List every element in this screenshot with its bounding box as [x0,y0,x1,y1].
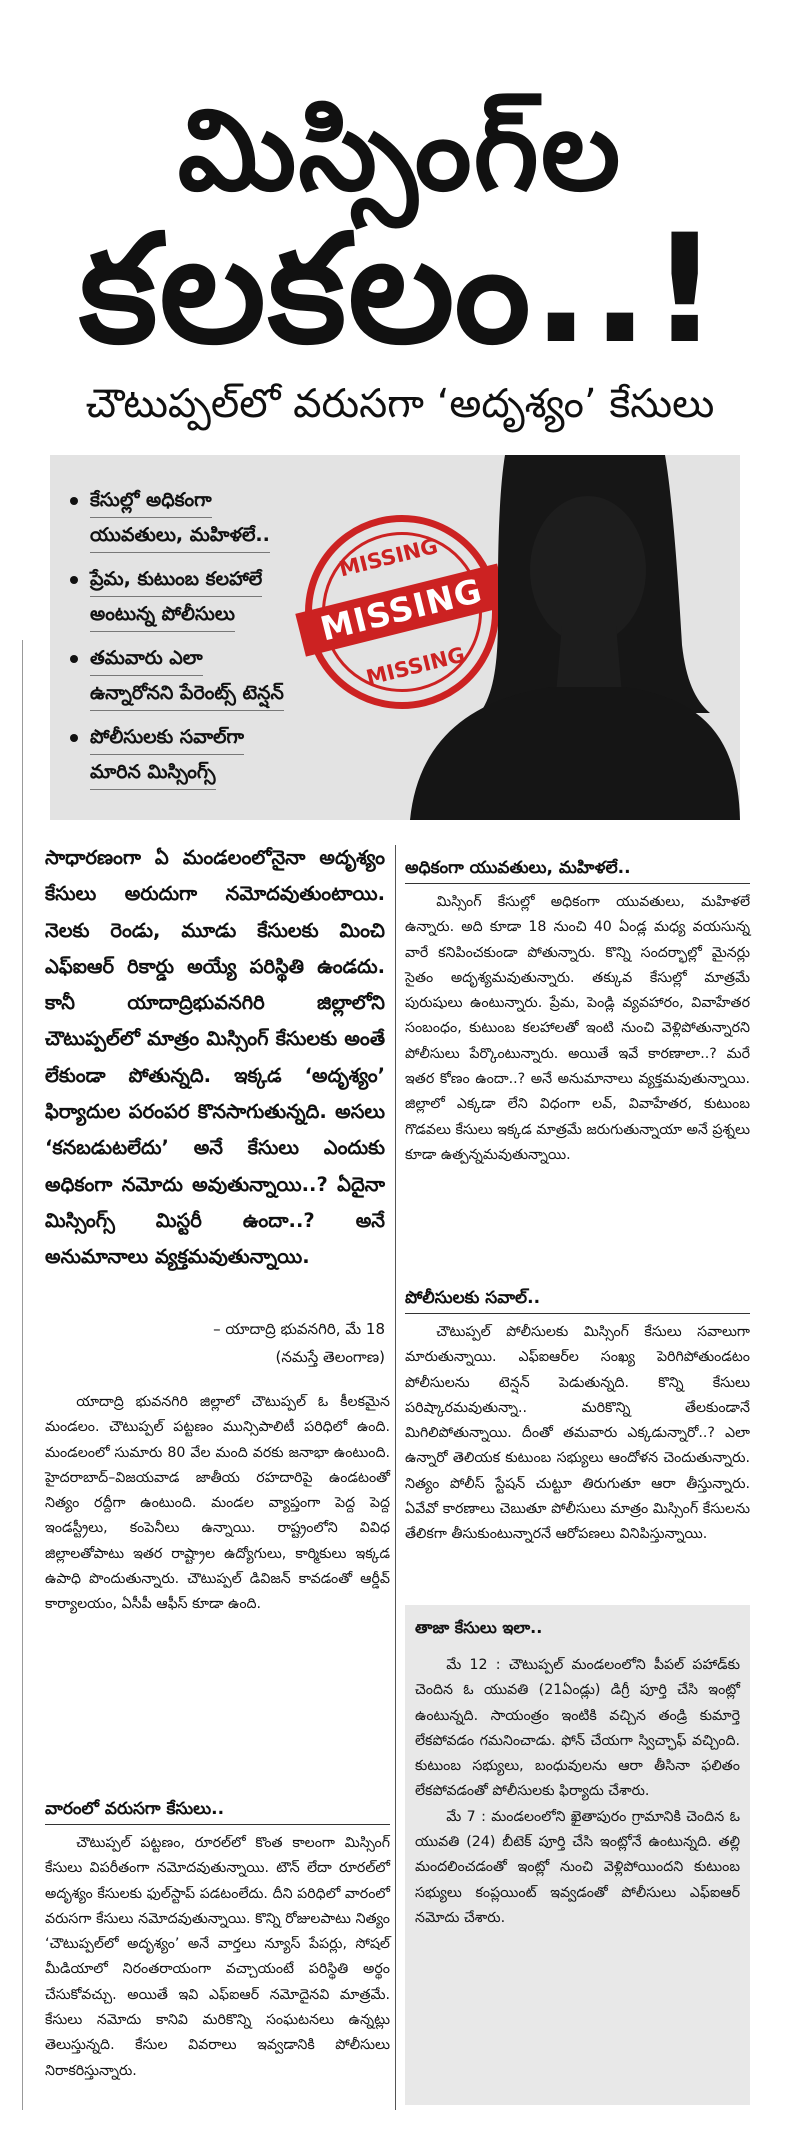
section-youth [405,855,750,1168]
head-shape [530,496,646,644]
stamp-bottom-text: MISSING [363,642,468,691]
highlight-line: ప్రేమ, కుటుంబ కలహాలే [90,562,262,597]
highlight-line: కేసుల్లో అధికంగా [90,483,212,518]
subheadline: చౌటుప్పల్‌లో వరుసగా ‘అదృశ్యం’ కేసులు [85,381,715,427]
left-margin-rule [22,640,23,2110]
section-heading: అధికంగా యువతులు, మహిళలే.. [405,855,750,884]
stamp-main-text: MISSING [295,564,507,657]
section-police [405,1285,750,1548]
woman-silhouette-image [410,455,740,820]
latest-cases-box [405,1605,750,2105]
body-text: యాదాద్రి భువనగిరి జిల్లాలో చౌటుప్పల్ ఓ కీలకమైన మండలం. చౌటుప్పల్ పట్టణం మున్సిపాలిటీ పరిధిలో ఉంది. మండలంలో సుమారు 80 వేల మంది వరకు జనాభా ఉంటుంది. హైదరాబాద్–విజయవాడ జాతీయ రహదారిపై ఉండటంతో నిత్యం రద్దీగా ఉంటుంది. మండల వ్యాప్తంగా పెద్ద పెద్ద ఇండస్ట్రీలు, కంపెనీలు ఉన్నాయి. రాష్ట్రంలోని వివిధ జిల్లాలతోపాటు ఇతర రాష్ట్రాల ఉద్యోగులు, కార్మికులు ఇక్కడ ఉపాధి పొందుతున్నారు. చౌటుప్పల్ డివిజన్ కావడంతో ఆర్డీవ్ కార్యాలయం, ఏసీపీ ఆఫీస్ కూడా ఉంది. [45,1394,390,1613]
highlight-line: పోలీసులకు సవాల్‌గా [90,720,244,755]
body-text: చౌటుప్పల్ పోలీసులకు మిస్సింగ్ కేసులు సవాలుగా మారుతున్నాయి. ఎఫ్ఐఆర్‌ల సంఖ్య పెరిగిపోతుండటం పోలీసులను టెన్షన్ పెడుతున్నది. కొన్ని కేసులు పరిష్కారమవుతున్నా.. మరికొన్ని తేలకుండానే మిగిలిపోతున్నాయి. దీంతో తమవారు ఎక్కడున్నారో..? ఎలా ఉన్నారో తెలియక కుటుంబ సభ్యులు ఆందోళన చెందుతున్నారు. నిత్యం పోలీస్ స్టేషన్ చుట్టూ తిరుగుతూ ఆరా తీస్తున్నారు. ఏవేవో కారణాలు చెబుతూ పోలీసులు మాత్రం మిస్సింగ్ కేసులను తేలికగా తీసుకుంటున్నారనే ఆరోపణలు వినిపిస్తున్నాయి. [405,1324,750,1543]
headline-line1: మిస్సింగ్‌ల [177,86,623,216]
body-paragraph-intro [45,1390,390,1618]
stamp-top-text: MISSING [336,533,441,582]
highlight-line: తమవారు ఎలా [90,641,203,676]
box-text: మే 7 : మండలంలోని ఖైతాపురం గ్రామానికి చెందిన ఓ యువతి (24) బీటెక్ పూర్తి చేసి ఇంట్లోనే ఉంటున్నది. తల్లి మందలించడంతో ఇంట్లో నుంచి వెళ్లిపోయిందని కుటుంబ సభ్యులు కంప్లయింట్ ఇవ్వడంతో పోలీసులు ఎఫ్ఐఆర్ నమోదు చేశారు. [415,1808,740,1926]
highlight-item [68,720,428,790]
hero-panel [50,455,740,820]
section-weekly [45,1796,390,2084]
dateline-source: (నమస్తే తెలంగాణ) [275,1348,385,1366]
box-heading: తాజా కేసులు ఇలా.. [415,1618,543,1637]
box-text: మే 12 : చౌటుప్పల్ మండలంలోని పీపల్ పహాడ్‌కు చెందిన ఓ యువతి (21ఏండ్లు) డిగ్రీ పూర్తి చేసి ఇంట్లో ఉంటున్నది. సాయంత్రం ఇంటికి వచ్చిన తండ్రి కుమార్తె లేకపోవడం గమనించాడు. ఫోన్ చేయగా స్విచ్ఛాఫ్ వచ్చింది. కుటుంబ సభ్యులు, బంధువులను ఆరా తీసినా ఫలితం లేకపోవడంతో పోలీసులకు ఫిర్యాదు చేశారు. [415,1657,740,1800]
dateline-place: – యాదాద్రి భువనగిరి, మే 18 [213,1320,385,1338]
body-text: చౌటుప్పల్ పట్టణం, రూరల్‌లో కొంత కాలంగా మిస్సింగ్ కేసులు విపరీతంగా నమోదవుతున్నాయి. టౌన్ లేదా రూరల్‌లో అదృశ్యం కేసులకు ఫుల్‌స్టాప్ పడటంలేదు. దీని పరిధిలో వారంలో వరుసగా కేసులు నమోదవుతున్నాయి. కొన్ని రోజులపాటు నిత్యం ‘చౌటుప్పల్‌లో అదృశ్యం’ అనే వార్తలు న్యూస్ పేపర్లు, సోషల్ మీడియాలో నిరంతరాయంగా వచ్చాయంటే పరిస్థితి అర్థం చేసుకోవచ్చు. అయితే ఇవి ఎఫ్ఐఆర్ నమోదైనవి మాత్రమే. కేసులు నమోదు కానివి మరికొన్ని సంఘటనలు ఉన్నట్లు తెలుస్తున్నది. కేసుల వివరాలు ఇవ్వడానికి పోలీసులు నిరాకరిస్తున్నారు. [45,1835,390,2079]
highlight-line: అంటున్న పోలీసులు [90,597,235,632]
column-divider [395,845,396,2110]
lead-paragraph: సాధారణంగా ఏ మండలంలోనైనా అదృశ్యం కేసులు అరుదుగా నమోదవుతుంటాయి. నెలకు రెండు, మూడు కేసులకు మించి ఎఫ్ఐఆర్ రికార్డు అయ్యే పరిస్థితి ఉండదు. కానీ యాదాద్రిభువనగిరి జిల్లాలోని చౌటుప్పల్‌లో మాత్రం మిస్సింగ్ కేసులకు అంతే లేకుండా పోతున్నది. ఇక్కడ ‘అదృశ్యం’ ఫిర్యాదుల పరంపర కొనసాగుతున్నది. అసలు ‘కనబడుటలేదు’ అనే కేసులు ఎందుకు అధికంగా నమోదు అవుతున్నాయి..? ఏదైనా మిస్సింగ్స్ మిస్టరీ ఉందా..? అనే అనుమానాలు వ్యక్తమవుతున్నాయి. [45,846,385,1269]
headline-line2: కలకలం..! [79,203,721,377]
body-text: మిస్సింగ్ కేసుల్లో అధికంగా యువతులు, మహిళలే ఉన్నారు. అది కూడా 18 నుంచి 40 ఏండ్ల మధ్య వయసున్న వారే కనిపించకుండా పోతున్నారు. కొన్ని సందర్భాల్లో మైనర్లు సైతం అదృశ్యమవుతున్నారు. తక్కువ కేసుల్లో మాత్రమే పురుషులు ఉంటున్నారు. ప్రేమ, పెండ్లి వ్యవహారం, వివాహేతర సంబంధం, కుటుంబ కలహాలతో ఇంటి నుంచి వెళ్లిపోతున్నారని పోలీసులు పేర్కొంటున్నారు. అయితే ఇవే కారణాలా..? మరే ఇతర కోణం ఉందా..? అనే అనుమానాలు వ్యక్తమవుతున్నాయి. జిల్లాలో ఎక్కడా లేని విధంగా లవ్, వివాహేతర, కుటుంబ గొడవలు కేసులు ఇక్కడ మాత్రమే జరుగుతున్నాయా అనే ప్రశ్నలు కూడా ఉత్పన్నమవుతున్నాయి. [405,894,750,1163]
section-heading: వారంలో వరుసగా కేసులు.. [45,1796,390,1825]
highlight-line: మారిన మిస్సింగ్స్ [90,755,216,790]
highlight-line: యువతులు, మహిళలే.. [90,518,270,553]
highlight-line: ఉన్నారోనని పేరెంట్స్ టెన్షన్ [90,676,284,711]
neck-shape [556,625,622,695]
section-heading: పోలీసులకు సవాల్.. [405,1285,750,1314]
dateline [45,1315,385,1371]
